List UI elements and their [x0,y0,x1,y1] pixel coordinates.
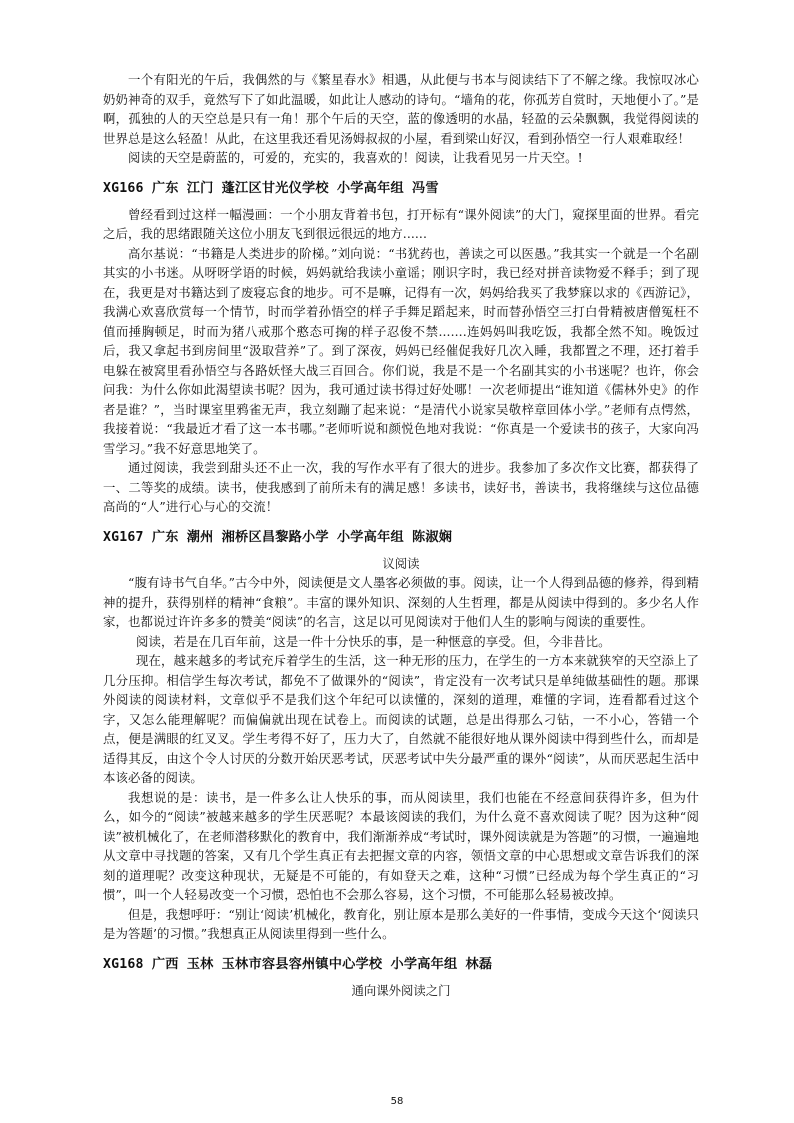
essay-heading: XG167 广东 潮州 湘桥区昌黎路小学 小学高年组 陈淑娴 [103,529,453,545]
essay-title: 议阅读 [382,555,420,571]
essay-heading: XG166 广东 江门 蓬江区甘光仪学校 小学高年组 冯雪 [103,180,439,196]
essay-section-xg168 [103,953,699,1001]
paragraph: 阅读的天空是蔚蓝的，可爱的，充实的，我喜欢的！阅读，让我看见另一片天空。! [128,150,583,165]
essay-title: 通向课外阅读之门 [351,982,451,998]
essay-heading: XG168 广西 玉林 玉林市容县容州镇中心学校 小学高年组 林磊 [103,956,493,972]
paragraph: 高尔基说：“书籍是人类进步的阶梯。”刘向说：“书犹药也，善读之可以医愚。”我其实一个就是一个名副其实的小书迷。从呀呀学语的时候，妈妈就给我读小童谣；刚识字时，我已经对拼音读物爱不释手；到了现在，我更是对书籍达到了废寝忘食的地步。可不是嘛，记得有一次，妈妈给我买了我梦寐以求的《西游记》，我满心欢喜欣赏每一个情节，时而学着孙悟空的样子手舞足蹈起来，时而替孙悟空三打白骨精被唐僧冤枉不值而捶胸顿足，时而为猪八戒那个憨态可掬的样子忍俊不禁.......连妈妈叫我吃饭，我都全然不知。晚饭过后，我又拿起书到房间里“汲取营养”了。到了深夜，妈妈已经催促我好几次入睡，我都置之不理，还打着手电躲在被窝里看孙悟空与各路妖怪大战三百回合。你们说，我是不是一个名副其实的小书迷呢？也许，你会问我：为什么你如此渴望读书呢？因为，我可通过读书得过好处哪！一次老师提出“谁知道《儒林外史》的作者是谁？”，当时课室里鸦雀无声，我立刻蹦了起来说：“是清代小说家吴敬梓章回体小学。”老师有点愕然，我接着说：“我最近才看了这一本书哪。”老师听说和颜悦色地对我说：“你真是一个爱读书的孩子，大家向冯雪学习。”我不好意思地笑了。 [103,245,699,456]
document-page [103,70,699,1000]
paragraph: 一个有阳光的午后，我偶然的与《繁星春水》相遇，从此便与书本与阅读结下了不解之缘。我惊叹冰心奶奶神奇的双手，竟然写下了如此温暖，如此让人感动的诗句。“墙角的花，你孤芳自赏时，天地便小了。”是啊，孤独的人的天空总是只有一角！那个午后的天空，蓝的像透明的水晶，轻盈的云朵飘飘，我觉得阅读的世界总是这么轻盈！从此，在这里我还看见汤姆叔叔的小屋，看到梁山好汉，看到孙悟空一行人艰难取经！ [103,72,699,146]
paragraph: 曾经看到过这样一幅漫画：一个小朋友背着书包，打开标有“课外阅读”的大门，窥探里面的世界。看完之后，我的思绪跟随关这位小朋友飞到很远很远的地方...... [103,206,699,241]
essay-section-xg167 [103,526,699,944]
page-number: 58 [390,1096,404,1107]
paragraph: 现在，越来越多的考试充斥着学生的生活，这一种无形的压力，在学生的一方本来就狭窄的天空添上了几分压抑。相信学生每次考试，都免不了做课外的“阅读”，肯定没有一次考试只是单纯做基础性的题。那课外阅读的阅读材料，文章似乎不是我们这个年纪可以读懂的，深刻的道理，难懂的字词，连看都看过这个字，又怎么能理解呢？而偏偏就出现在试卷上。而阅读的试题，总是出得那么刁钻，一不小心，答错一个点，便是满眼的红叉叉。学生考得不好了，压力大了，自然就不能很好地从课外阅读中得到些什么，而却是适得其反，由这个令人讨厌的分数开始厌恶考试，厌恶考试中失分最严重的课外“阅读”，从而厌恶起生活中本该必备的阅读。 [103,653,699,785]
paragraph: 但是，我想呼吁：“别让‘阅读’机械化，教育化，别让原本是那么美好的一件事情，变成今天这个‘阅读只是为答题’的习惯。”我想真正从阅读里得到一些什么。 [103,906,699,941]
essay-section-xg166 [103,177,699,517]
paragraph: “腹有诗书气自华。”古今中外，阅读便是文人墨客必须做的事。阅读，让一个人得到品德的修养，得到精神的提升，获得别样的精神“食粮”。丰富的课外知识、深刻的人生哲理，都是从阅读中得到的。多少名人作家，也都说过许许多多的赞美“阅读”的名言，这足以可见阅读对于他们人生的影响与阅读的重要性。 [103,575,699,629]
paragraph: 我想说的是：读书，是一件多么让人快乐的事，而从阅读里，我们也能在不经意间获得许多，但为什么，如今的“阅读”被越来越多的学生厌恶呢？本最该阅读的我们，为什么竟不喜欢阅读了呢？因为这种“阅读”被机械化了，在老师潜移默化的教育中，我们渐渐养成“考试时，课外阅读就是为答题”的习惯，一遍遍地从文章中寻找题的答案，又有几个学生真正有去把握文章的内容，领悟文章的中心思想或文章告诉我们的深刻的道理呢？改变这种现状，无疑是不可能的，有如登天之难，这种“习惯”已经成为每个学生真正的“习惯”，叫一个人轻易改变一个习惯，恐怕也不会那么容易，这个习惯，不可能那么轻易被改掉。 [103,789,699,902]
paragraph: 阅读，若是在几百年前，这是一件十分快乐的事，是一种惬意的享受。但，今非昔比。 [136,633,611,649]
intro-block [103,70,699,168]
paragraph: 通过阅读，我尝到甜头还不止一次，我的写作水平有了很大的进步。我参加了多次作文比赛，都获得了一、二等奖的成绩。读书，使我感到了前所未有的满足感！多读书，读好书，善读书，我将继续与这位品德高尚的“人”进行心与心的交流！ [103,460,699,514]
